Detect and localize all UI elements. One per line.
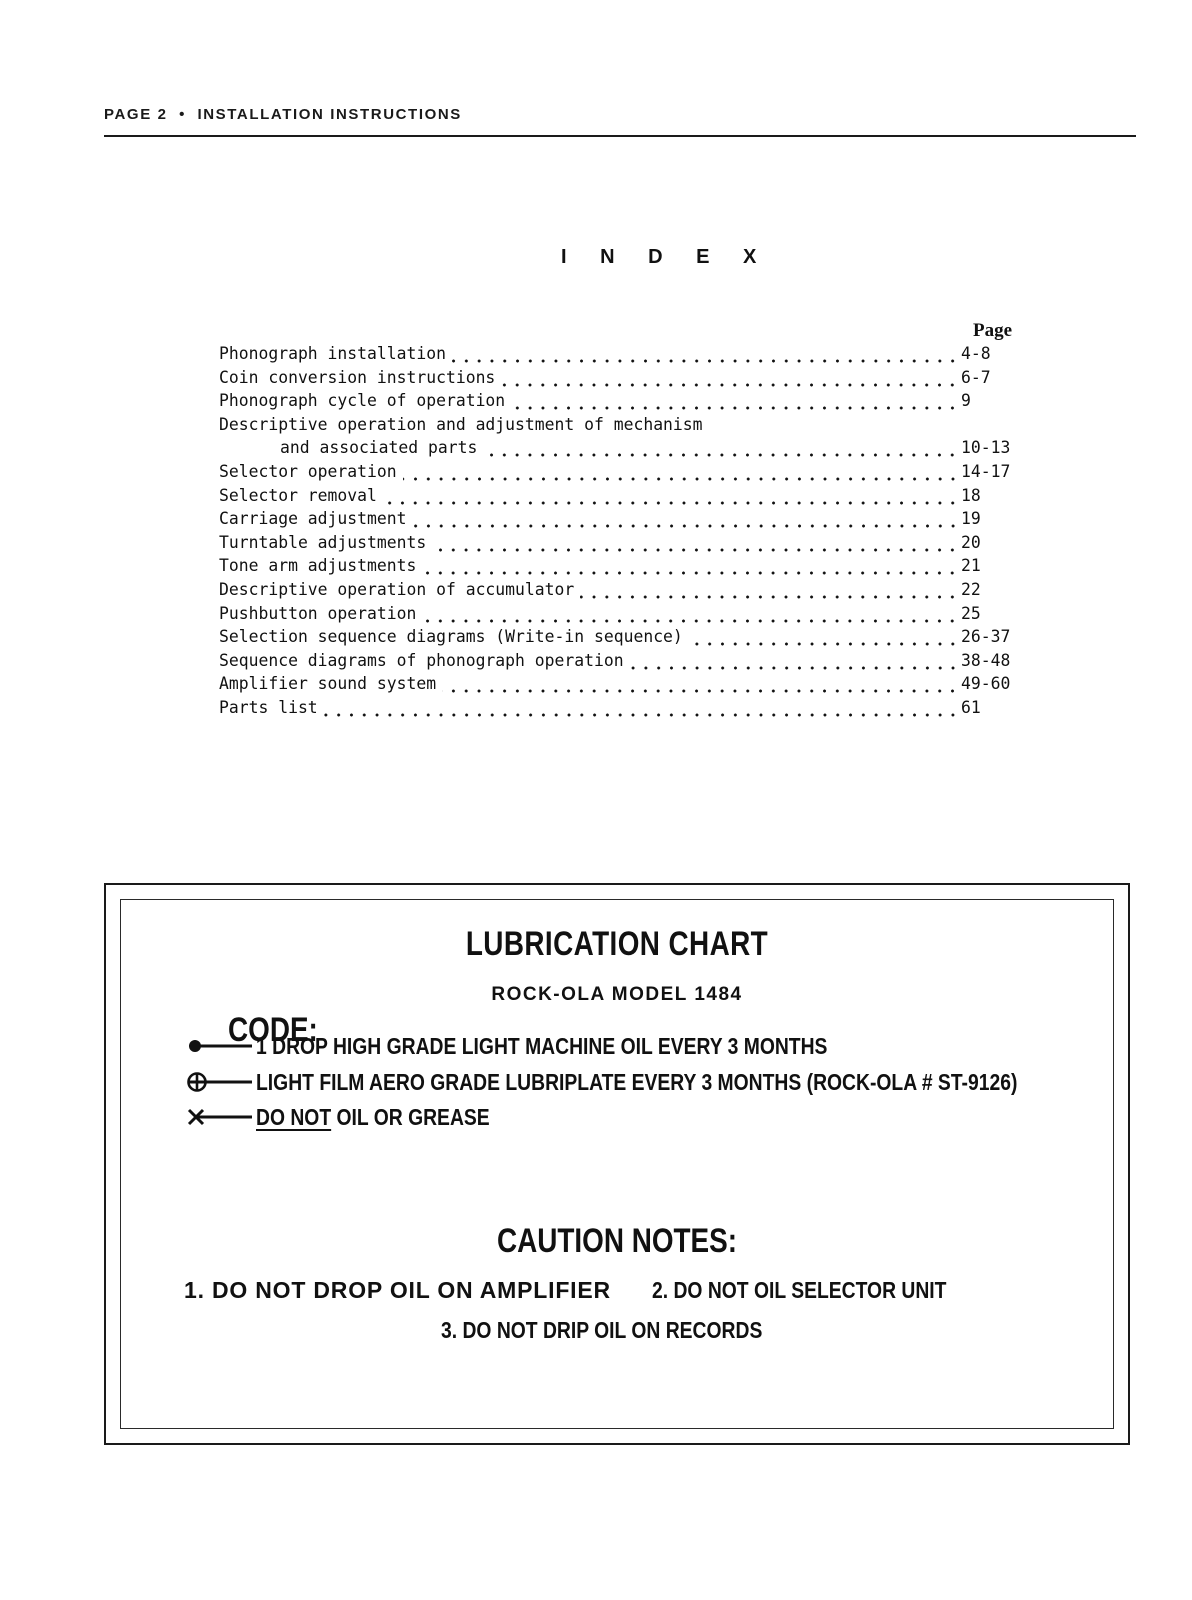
caution-note: 3. DO NOT DRIP OIL ON RECORDS [441, 1317, 763, 1343]
dot-line-icon [186, 1029, 256, 1063]
index-entry-text: Turntable adjustments [219, 532, 427, 552]
index-entry [219, 507, 1023, 531]
index-entry [219, 413, 1023, 437]
index-entry-page: 22 [961, 579, 981, 599]
index-entry [219, 625, 1023, 649]
dot-leader [452, 342, 959, 366]
caution-note: 2. DO NOT OIL SELECTOR UNIT [652, 1277, 947, 1303]
index-entry-page: 21 [961, 556, 981, 576]
index-entry [219, 578, 1023, 602]
dot-leader [413, 507, 960, 531]
index-entry-page: 61 [961, 697, 981, 717]
dot-leader [422, 602, 959, 626]
code-text-rest: OIL OR GREASE [331, 1103, 490, 1130]
dot-leader [324, 696, 959, 720]
lubrication-chart-title: LUBRICATION CHART [465, 925, 769, 963]
dot-leader [511, 389, 959, 413]
index-entry-text: Carriage adjustment [219, 509, 407, 529]
index-entry-page: 18 [961, 485, 981, 505]
dot-leader [630, 649, 959, 673]
index-entry [219, 342, 1023, 366]
index-entry-text: Amplifier sound system [219, 674, 437, 694]
index-entry-page: 14-17 [961, 461, 1011, 481]
index-entry-page: 4-8 [961, 344, 991, 363]
index-entry-page: 49-60 [961, 674, 1011, 694]
dot-leader [442, 672, 959, 696]
dot-leader [403, 460, 959, 484]
header-rule [104, 135, 1136, 137]
index-title: I N D E X [561, 246, 771, 268]
index-entry-text: Phonograph installation [219, 344, 446, 363]
index-entry [219, 366, 1023, 390]
dot-leader [580, 578, 959, 602]
index-entry-text: Selector operation [219, 461, 397, 481]
index-entry-text: Coin conversion instructions [219, 367, 496, 387]
index-entry-text: Descriptive operation of accumulator [219, 579, 575, 599]
lubrication-chart-inner-border [120, 899, 1114, 1429]
dot-leader [483, 436, 959, 460]
code-text: 1 DROP HIGH GRADE LIGHT MACHINE OIL EVERY 3 MONTHS [256, 1032, 828, 1059]
index-entry-page: 38-48 [961, 650, 1011, 670]
index-entry-text: Selector removal [219, 485, 377, 505]
index-entry [219, 484, 1023, 508]
index-entry-text: Tone arm adjustments [219, 556, 417, 576]
separator-bullet: • [179, 106, 186, 123]
index-entry [219, 531, 1023, 555]
index-entry-text: Sequence diagrams of phonograph operation [219, 650, 624, 670]
index-entry-page: 26-37 [961, 627, 1011, 647]
index-entry-text: and associated parts [280, 438, 478, 458]
index-entry-text: Pushbutton operation [219, 603, 417, 623]
dot-leader [383, 484, 959, 508]
section-title: INSTALLATION INSTRUCTIONS [197, 106, 462, 123]
index-entry [219, 436, 1023, 460]
index-entry-page: 20 [961, 532, 981, 552]
dot-leader [501, 366, 959, 390]
code-row-oil [186, 1029, 936, 1063]
code-text [256, 1104, 490, 1131]
index-entry-text: Selection sequence diagrams (Write-in sequence) [219, 627, 683, 647]
dot-leader [422, 554, 959, 578]
index-entry-page: 19 [961, 509, 981, 529]
code-row-lubriplate [186, 1065, 1162, 1099]
index-entry-page: 6-7 [961, 367, 991, 387]
caution-note: 1. DO NOT DROP OIL ON AMPLIFIER [184, 1277, 611, 1303]
index-entry-text: Phonograph cycle of operation [219, 391, 506, 411]
index-entry [219, 554, 1023, 578]
index-entry-text: Descriptive operation and adjustment of mechanism [219, 414, 703, 434]
code-text: LIGHT FILM AERO GRADE LUBRIPLATE EVERY 3 MONTHS (ROCK-OLA # ST-9126) [256, 1068, 1018, 1095]
code-heading: CODE: [228, 1011, 318, 1049]
index-entry [219, 696, 1023, 720]
index-entry [219, 649, 1023, 673]
running-head [104, 106, 462, 123]
index-entry [219, 460, 1023, 484]
code-text-underlined: DO NOT [256, 1103, 332, 1130]
dot-leader [689, 625, 959, 649]
index-list [219, 342, 1023, 720]
index-page-column-label: Page [973, 320, 1013, 341]
index-entry-page: 25 [961, 603, 981, 623]
index-entry [219, 389, 1023, 413]
lubrication-chart-model: ROCK-OLA MODEL 1484 [491, 984, 743, 1005]
index-entry [219, 602, 1023, 626]
page-label: PAGE 2 [104, 106, 168, 123]
crosshair-circle-icon [186, 1065, 256, 1099]
code-row-no-oil [186, 1100, 534, 1134]
dot-leader [709, 413, 959, 437]
lubrication-chart-box [104, 883, 1130, 1445]
index-entry-text: Parts list [219, 697, 318, 717]
index-entry [219, 672, 1023, 696]
index-entry-page: 9 [961, 391, 971, 411]
index-entry-page: 10-13 [961, 438, 1011, 458]
x-line-icon [186, 1100, 256, 1134]
caution-notes-heading: CAUTION NOTES: [496, 1222, 738, 1260]
dot-leader [432, 531, 959, 555]
